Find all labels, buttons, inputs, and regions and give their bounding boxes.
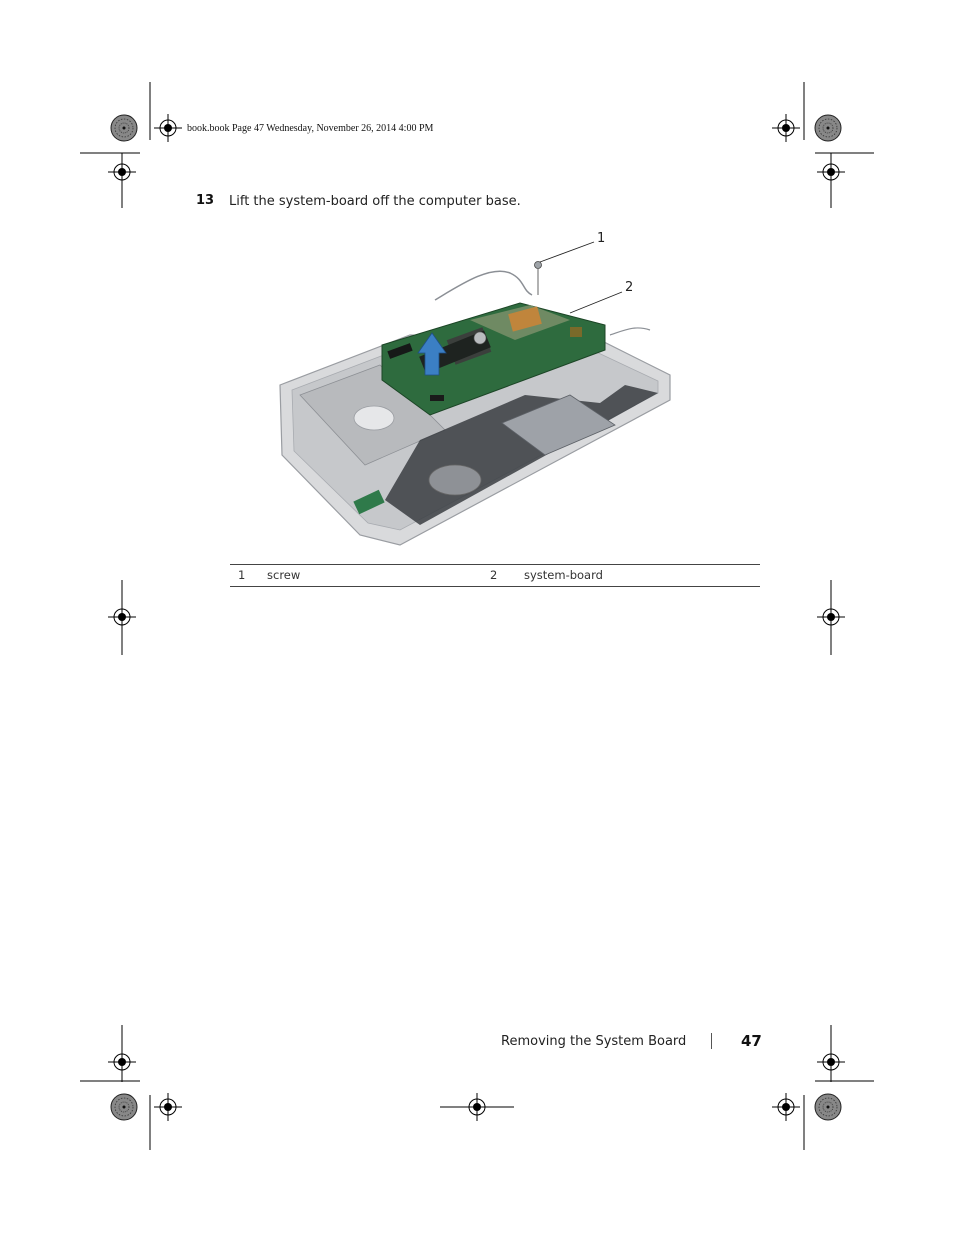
callout-1-leader <box>540 242 594 262</box>
print-header: book.book Page 47 Wednesday, November 26, 2014 4:00 PM <box>187 123 434 134</box>
legend-label-1: screw <box>267 568 301 582</box>
legend-number-1: 1 <box>238 568 246 582</box>
footer-section-title: Removing the System Board <box>501 1034 687 1049</box>
callout-1: 1 <box>597 231 606 246</box>
footer-separator <box>711 1033 712 1049</box>
step-instruction: Lift the system-board off the computer base. <box>229 194 521 209</box>
legend-bottom-rule <box>230 586 760 587</box>
callout-2: 2 <box>625 280 634 295</box>
legend-number-2: 2 <box>490 568 498 582</box>
page-number: 47 <box>741 1032 762 1050</box>
step-number: 13 <box>196 193 215 208</box>
legend-label-2: system-board <box>524 568 603 582</box>
system-board-illustration <box>270 225 690 555</box>
callout-2-leader <box>570 292 622 313</box>
legend-top-rule <box>230 564 760 565</box>
screw <box>535 262 542 296</box>
